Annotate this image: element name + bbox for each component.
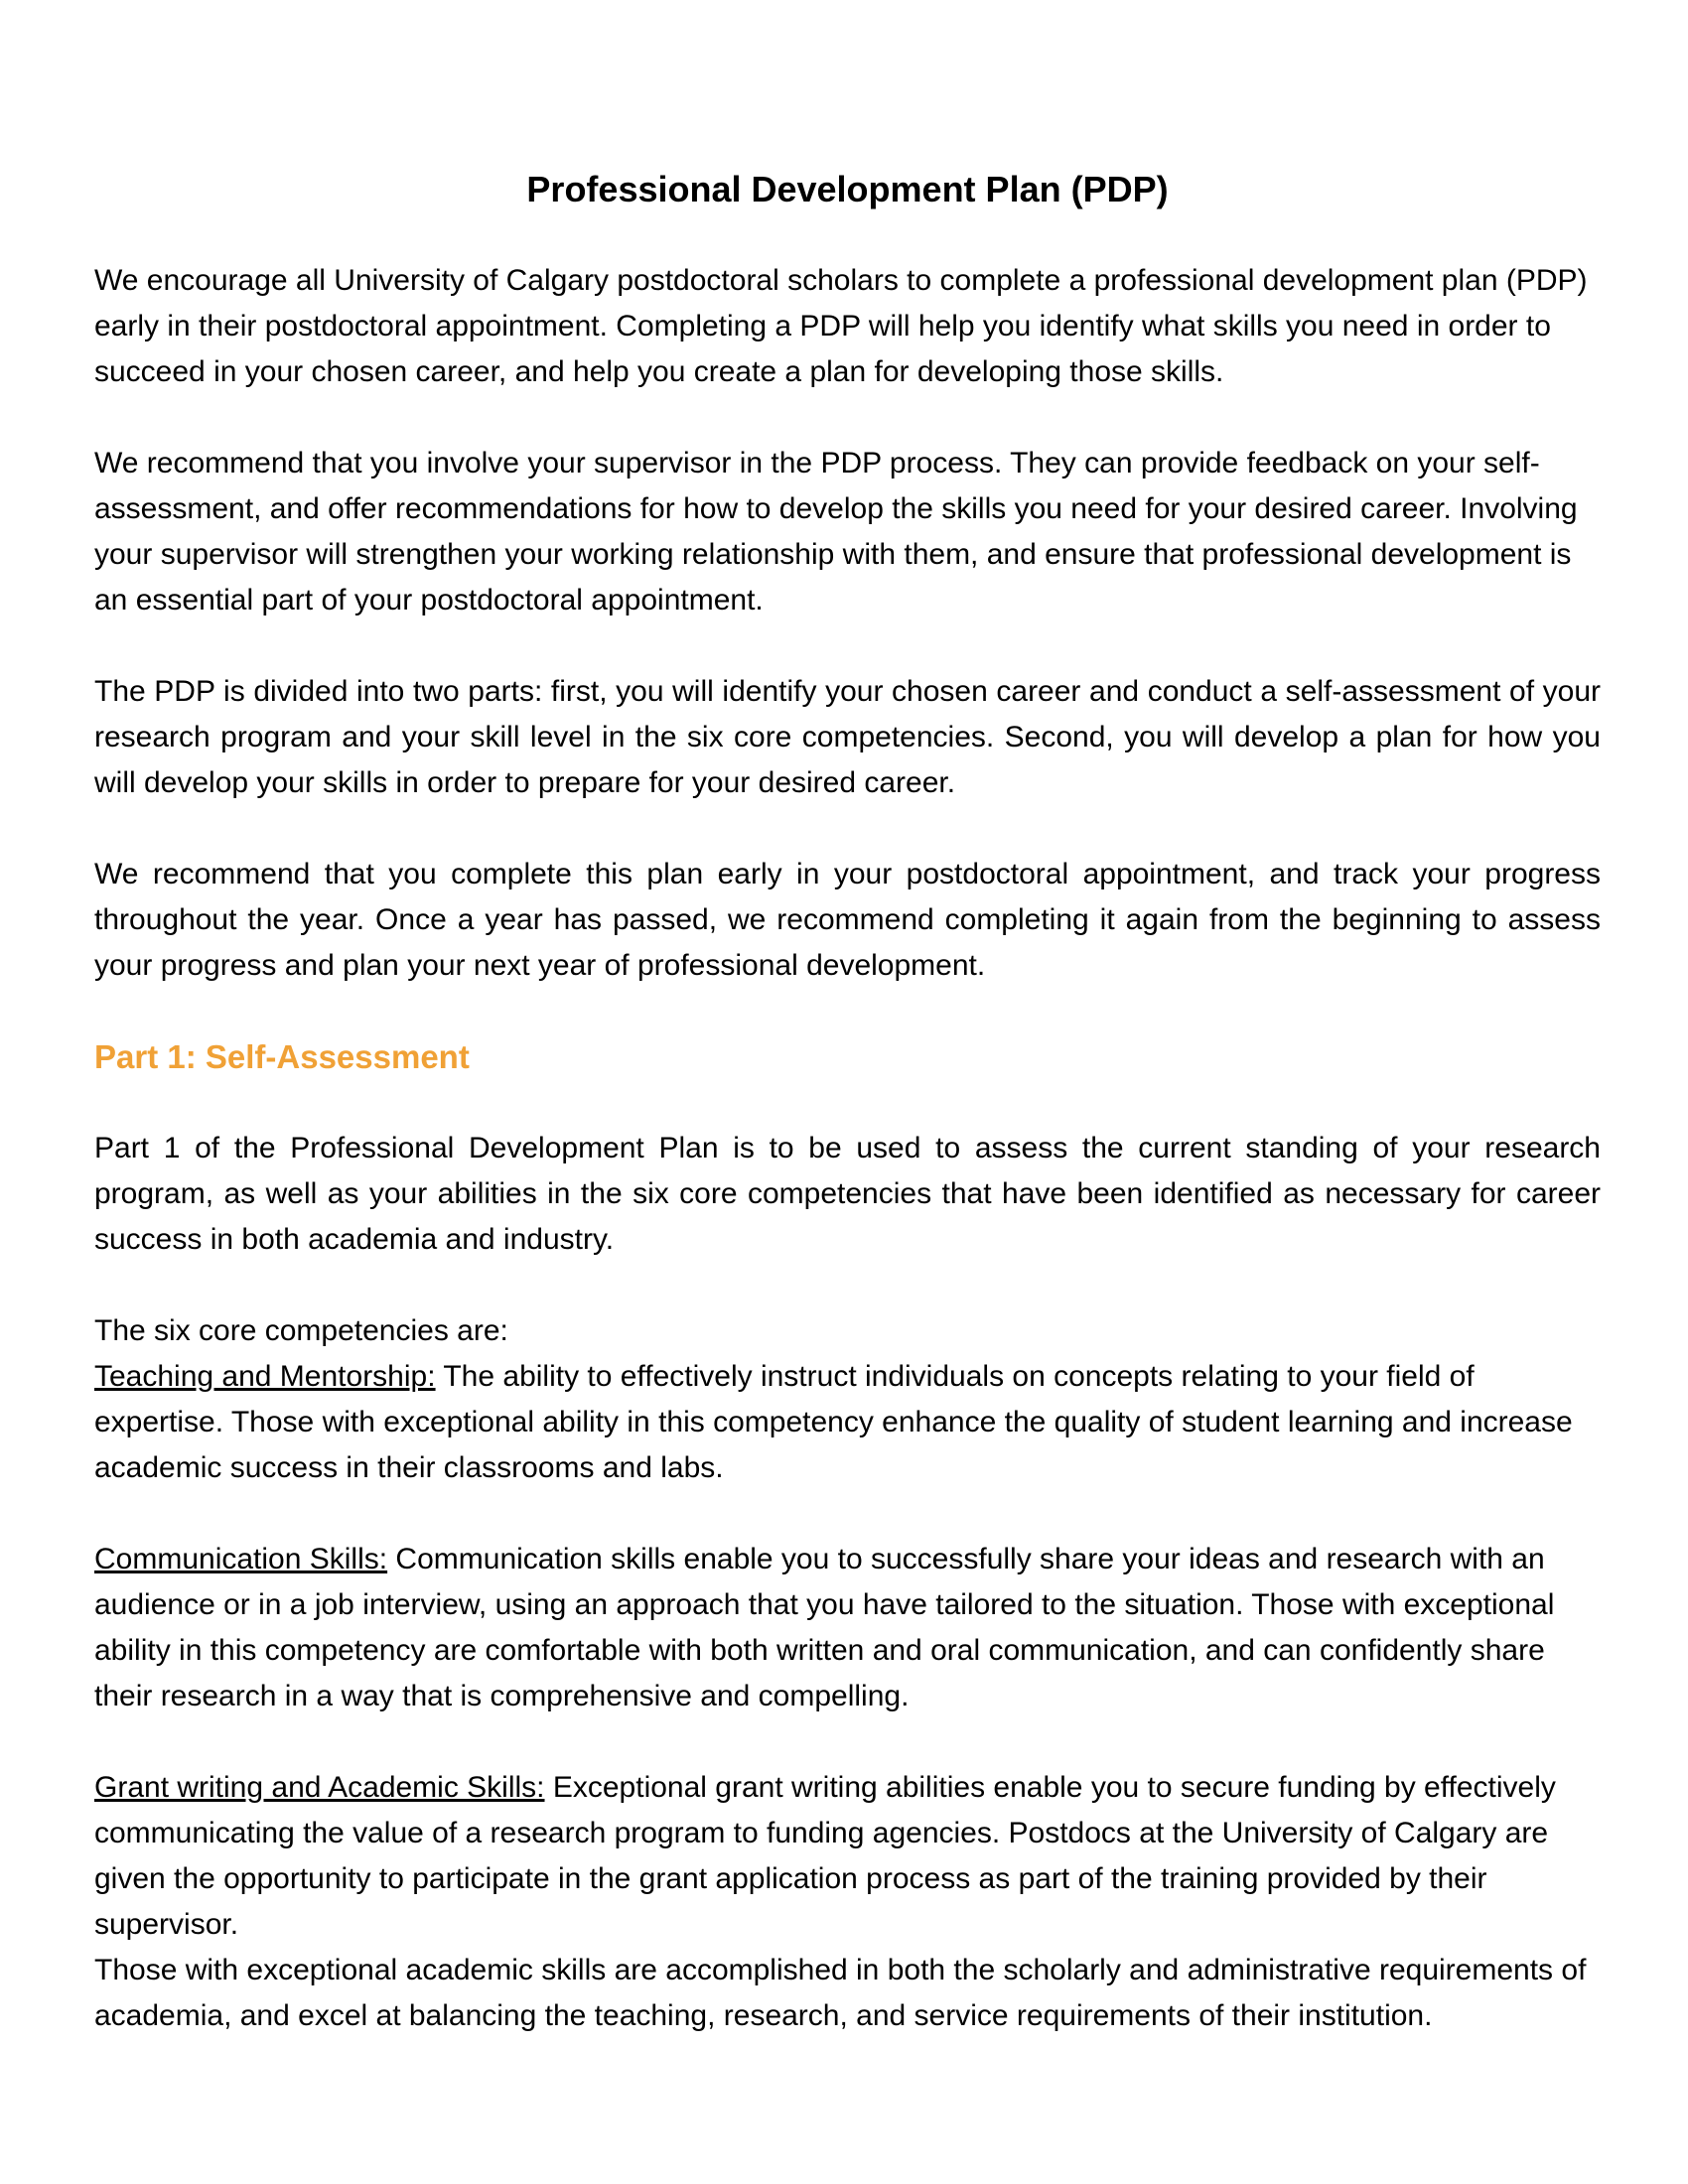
- competency-grant-second-part: Those with exceptional academic skills are accomplished in both the scholarly and administrative requirements of academia, and excel at balancing the teaching, research, and service requirements of their institution.: [94, 1954, 1587, 2032]
- competencies-lead-and-teaching: [94, 1308, 1601, 1491]
- page-title: Professional Development Plan (PDP): [526, 169, 1169, 209]
- competency-teaching-description: The ability to effectively instruct individuals on concepts relating to your field of expertise. Those with exceptional ability in this competency enhance the quality of student learning and increase academic success in their classrooms and labs.: [94, 1360, 1573, 1484]
- intro-paragraph-2: We recommend that you involve your supervisor in the PDP process. They can provide feedback on your self-assessment, and offer recommendations for how to develop the skills you need for your desired career. Involving your supervisor will strengthen your working relationship with them, and ensure that professional development is an essential part of your postdoctoral appointment.: [94, 447, 1578, 616]
- intro-paragraph-1: We encourage all University of Calgary postdoctoral scholars to complete a professional development plan (PDP) early in their postdoctoral appointment. Completing a PDP will help you identify what skills you need in order to succeed in your chosen career, and help you create a plan for developing those skills.: [94, 264, 1588, 388]
- competency-communication-skills: [94, 1537, 1601, 1719]
- competency-grant-first-part: [94, 1765, 1601, 1948]
- competency-teaching-and-mentorship: [94, 1354, 1601, 1491]
- part1-intro-paragraph: Part 1 of the Professional Development Plan is to be used to assess the current standing of your research program, as well as your abilities in the six core competencies that have been identified as necessary for career success in both academia and industry.: [94, 1132, 1601, 1256]
- intro-paragraph-3: The PDP is divided into two parts: first, you will identify your chosen career and conduct a self-assessment of your research program and your skill level in the six core competencies. Second, you will develop a plan for how you will develop your skills in order to prepare for your desired career.: [94, 675, 1601, 799]
- competency-grant-writing-academic-skills: [94, 1765, 1601, 2039]
- competency-grant-description: Exceptional grant writing abilities enable you to secure funding by effectively communicating the value of a research program to funding agencies. Postdocs at the University of Calgary are given the opportunity to participate in the grant application process as part of the training provided by their supervisor.: [94, 1771, 1556, 1941]
- competency-communication-description: Communication skills enable you to successfully share your ideas and research with an audience or in a job interview, using an approach that you have tailored to the situation. Those with exceptional ability in this competency are comfortable with both written and oral communication, and can confidently share their research in a way that is comprehensive and compelling.: [94, 1543, 1555, 1712]
- competency-grant-name: Grant writing and Academic Skills:: [94, 1771, 545, 1804]
- intro-paragraph-4: We recommend that you complete this plan early in your postdoctoral appointment, and track your progress throughout the year. Once a year has passed, we recommend completing it again from the beginning to assess your progress and plan your next year of professional development.: [94, 858, 1601, 982]
- competency-teaching-name: Teaching and Mentorship:: [94, 1360, 436, 1393]
- competencies-lead-line: The six core competencies are:: [94, 1314, 508, 1347]
- competency-communication-name: Communication Skills:: [94, 1543, 388, 1575]
- part1-heading: Part 1: Self-Assessment: [94, 1038, 470, 1075]
